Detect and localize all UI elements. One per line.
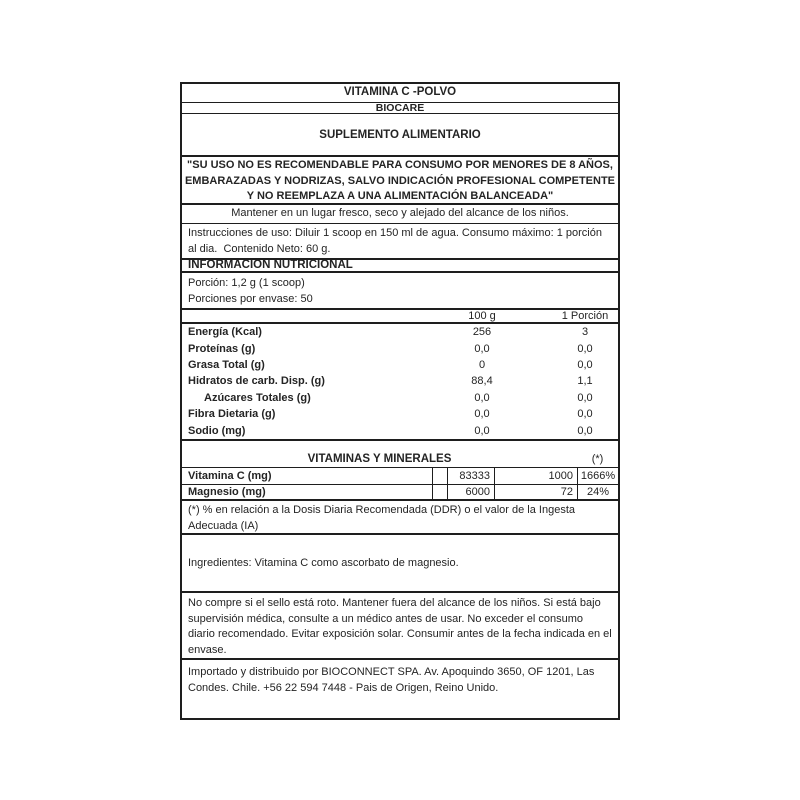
vitamins-section-header bbox=[182, 441, 618, 468]
ingredients-text-content: Ingredientes: Vitamina C como ascorbato de magnesio. bbox=[188, 557, 459, 569]
serving-info bbox=[182, 273, 618, 310]
vitamin-value-100g: 83333 bbox=[447, 468, 494, 484]
nutrition-row-label: Energía (Kcal) bbox=[188, 326, 262, 339]
nutrition-value-100g: 256 bbox=[472, 326, 492, 339]
nutrition-value-100g: 0,0 bbox=[474, 424, 490, 437]
storage-instruction: Mantener en un lugar fresco, seco y alejado del alcance de los niños. bbox=[182, 205, 618, 224]
nutrition-value-serving: 0,0 bbox=[577, 424, 593, 437]
nutrition-row bbox=[182, 340, 618, 356]
vitamins-section-title: VITAMINAS Y MINERALES bbox=[307, 453, 452, 465]
nutrition-row-label: Sodio (mg) bbox=[188, 424, 246, 437]
vitamin-percent-ddr: 24% bbox=[577, 485, 618, 499]
usage-instructions: Instrucciones de uso: Diluir 1 scoop en 150 ml de agua. Consumo máximo: 1 porción al dia. Contenido Neto: 60 g. bbox=[182, 224, 618, 260]
supplement-label bbox=[180, 82, 620, 720]
nutrition-table bbox=[182, 324, 618, 441]
nutrition-row-label: Grasa Total (g) bbox=[188, 359, 265, 372]
warning-text: "SU USO NO ES RECOMENDABLE PARA CONSUMO POR MENORES DE 8 AÑOS, EMBARAZADAS Y NODRIZAS, SALVO INDICACIÓN PROFESIONAL COMPETENTE Y NO REEMPLAZA A UNA ALIMENTACIÓN BALANCEADA" bbox=[182, 157, 618, 205]
nutrition-value-serving: 3 bbox=[581, 326, 589, 339]
nutrition-column-headers bbox=[182, 310, 618, 324]
brand-name: BIOCARE bbox=[182, 103, 618, 114]
nutrition-row-label: Proteínas (g) bbox=[188, 342, 256, 355]
ingredients-text bbox=[182, 535, 618, 593]
nutrition-value-100g: 0,0 bbox=[474, 342, 490, 355]
servings-per-container: Porciones por envase: 50 bbox=[188, 293, 313, 305]
nutrition-row-label: Fibra Dietaria (g) bbox=[188, 408, 276, 421]
nutrition-value-serving: 1,1 bbox=[577, 375, 593, 388]
nutrition-section-title: INFORMACIÓN NUTRICIONAL bbox=[182, 260, 618, 273]
nutrition-row-label: Hidratos de carb. Disp. (g) bbox=[188, 375, 325, 388]
vitamin-label: Vitamina C (mg) bbox=[188, 470, 272, 482]
vitamins-row bbox=[182, 468, 618, 485]
nutrition-value-serving: 0,0 bbox=[577, 408, 593, 421]
vitamins-row bbox=[182, 485, 618, 501]
nutrition-row bbox=[182, 324, 618, 340]
nutrition-value-100g: 0,0 bbox=[474, 391, 490, 404]
product-title: VITAMINA C -POLVO bbox=[182, 84, 618, 103]
column-header-100g: 100 g bbox=[468, 310, 496, 322]
nutrition-row bbox=[182, 406, 618, 422]
nutrition-row bbox=[182, 373, 618, 389]
vitamins-footnote: (*) % en relación a la Dosis Diaria Recomendada (DDR) o el valor de la Ingesta Adecuada (IA) bbox=[182, 501, 618, 535]
nutrition-row bbox=[182, 390, 618, 406]
serving-size: Porción: 1,2 g (1 scoop) bbox=[188, 277, 305, 289]
nutrition-value-100g: 0 bbox=[478, 359, 486, 372]
vitamin-label: Magnesio (mg) bbox=[188, 486, 266, 498]
nutrition-value-100g: 0,0 bbox=[474, 408, 490, 421]
vitamin-empty-cell bbox=[432, 468, 447, 484]
category-title bbox=[182, 114, 618, 157]
nutrition-value-serving: 0,0 bbox=[577, 342, 593, 355]
vitamin-percent-ddr: 1666% bbox=[577, 468, 618, 484]
vitamin-value-serving: 72 bbox=[494, 485, 577, 499]
vitamins-note-mark: (*) bbox=[591, 453, 604, 465]
nutrition-value-serving: 0,0 bbox=[577, 391, 593, 404]
nutrition-row-label: Azúcares Totales (g) bbox=[204, 391, 311, 404]
nutrition-row bbox=[182, 357, 618, 373]
column-header-serving: 1 Porción bbox=[561, 310, 609, 322]
vitamin-empty-cell bbox=[432, 485, 447, 499]
cautions-text: No compre si el sello está roto. Mantener fuera del alcance de los niños. Si está bajo supervisión médica, consulte a un médico antes de usar. No exceder el consumo diario recomendado. Evitar exposición solar. Consumir antes de la fecha indicada en el envase. bbox=[182, 593, 618, 660]
nutrition-value-100g: 88,4 bbox=[471, 375, 493, 388]
nutrition-value-serving: 0,0 bbox=[577, 359, 593, 372]
vitamin-value-100g: 6000 bbox=[447, 485, 494, 499]
category-title-text: SUPLEMENTO ALIMENTARIO bbox=[319, 128, 481, 141]
vitamin-value-serving: 1000 bbox=[494, 468, 577, 484]
nutrition-row bbox=[182, 423, 618, 439]
importer-text: Importado y distribuido por BIOCONNECT SPA. Av. Apoquindo 3650, OF 1201, Las Condes. Chile. +56 22 594 7448 - Pais de Origen, Reino Unido. bbox=[188, 666, 595, 694]
